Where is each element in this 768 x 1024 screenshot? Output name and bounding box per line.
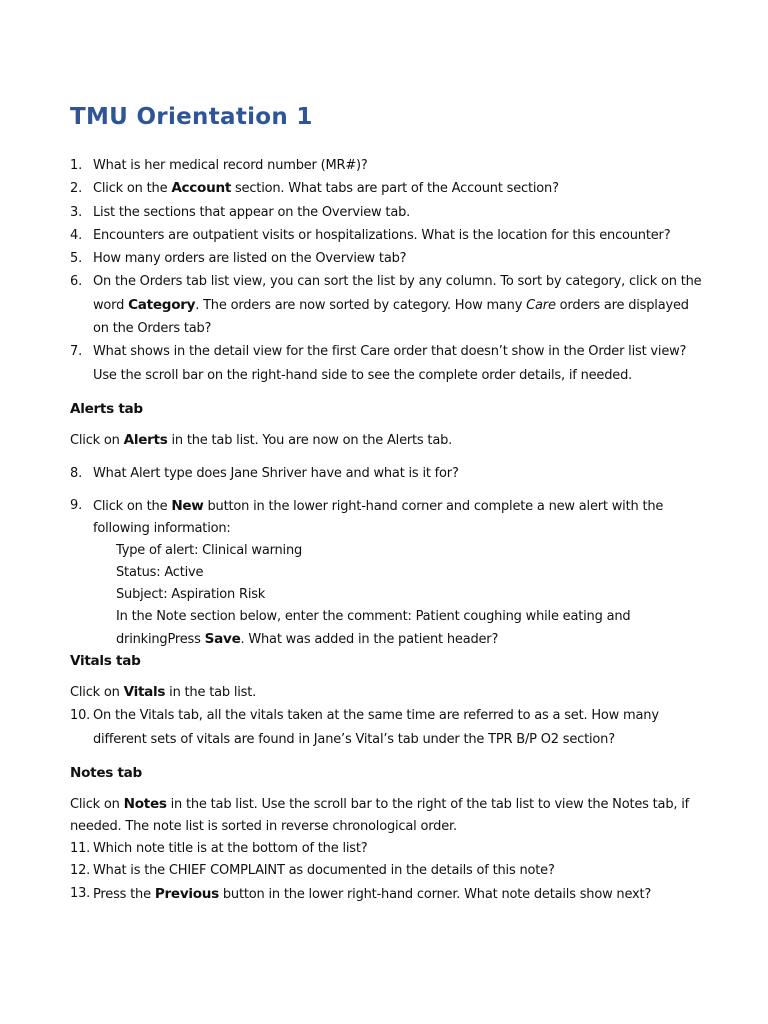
- question-number: 1.: [70, 158, 83, 173]
- keyword-account: Account: [171, 180, 232, 197]
- notes-heading: Notes tab: [70, 764, 142, 781]
- question-7: [70, 340, 708, 387]
- question-number: 7.: [70, 344, 83, 360]
- question-5: [70, 247, 708, 270]
- alert-subject-line: Subject: Aspiration Risk: [116, 587, 266, 603]
- question-13: [70, 883, 708, 907]
- question-text: Which note title is at the bottom of the list?: [93, 840, 368, 856]
- emphasis-care: Care: [526, 297, 556, 313]
- question-number: 5.: [70, 251, 83, 267]
- question-text: Click on the Account section. What tabs are part of the Account section?: [93, 180, 559, 197]
- question-11: [70, 838, 708, 861]
- keyword-new: New: [171, 498, 204, 515]
- question-text: List the sections that appear on the Overview tab.: [93, 204, 411, 220]
- question-3: [70, 201, 708, 224]
- question-number: 9.: [70, 498, 83, 514]
- question-text: What Alert type does Jane Shriver have and what is it for?: [93, 465, 459, 481]
- vitals-heading: Vitals tab: [70, 653, 141, 670]
- question-text: Click on the New button in the lower right-hand corner and complete a new alert with the following information:: [93, 498, 664, 537]
- question-12: [70, 860, 708, 883]
- question-number: 4.: [70, 227, 83, 243]
- question-text: How many orders are listed on the Overview tab?: [93, 251, 407, 267]
- keyword-notes: Notes: [123, 795, 167, 812]
- keyword-save: Save: [204, 631, 241, 648]
- question-6: [70, 270, 708, 340]
- question-9: [70, 495, 708, 540]
- vitals-intro: Click on Vitals in the tab list.: [70, 684, 257, 701]
- question-text: On the Vitals tab, all the vitals taken at the same time are referred to as a set. How many different sets of vitals are found in Jane’s Vital’s tab under the TPR B/P O2 section?: [93, 708, 659, 747]
- alerts-intro: Click on Alerts in the tab list. You are now on the Alerts tab.: [70, 431, 453, 448]
- question-text: Encounters are outpatient visits or hospitalizations. What is the location for this encounter?: [93, 227, 671, 243]
- notes-intro: Click on Notes in the tab list. Use the scroll bar to the right of the tab list to view the Notes tab, if needed. The note list is sorted in reverse chronological order.: [70, 795, 690, 834]
- question-4: [70, 224, 708, 247]
- alert-note-instruction: In the Note section below, enter the comment: Patient coughing while eating and drinkingPress Save. What was added in the patient header?: [116, 609, 631, 648]
- question-text: What shows in the detail view for the first Care order that doesn’t show in the Order list view? Use the scroll bar on the right-hand side to see the complete order details, if needed.: [93, 344, 687, 383]
- question-text: Press the Previous button in the lower right-hand corner. What note details show next?: [93, 885, 652, 902]
- keyword-previous: Previous: [154, 885, 219, 902]
- question-1: [70, 154, 708, 177]
- question-text: What is her medical record number (MR#)?: [93, 158, 368, 173]
- keyword-alerts: Alerts: [123, 431, 168, 448]
- question-number: 3.: [70, 204, 83, 220]
- question-number: 6.: [70, 274, 83, 290]
- question-10: [70, 704, 708, 751]
- question-number: 12.: [70, 863, 91, 879]
- question-8: [70, 462, 708, 485]
- keyword-vitals: Vitals: [123, 684, 166, 701]
- question-number: 10.: [70, 708, 91, 724]
- question-text: What is the CHIEF COMPLAINT as documented in the details of this note?: [93, 863, 555, 879]
- question-number: 8.: [70, 465, 83, 481]
- alert-status-line: Status: Active: [116, 565, 204, 581]
- question-number: 11.: [70, 840, 91, 856]
- question-number: 2.: [70, 181, 83, 197]
- alert-type-line: Type of alert: Clinical warning: [116, 543, 303, 559]
- question-number: 13.: [70, 885, 91, 901]
- question-2: [70, 177, 708, 200]
- keyword-category: Category: [128, 296, 196, 313]
- document-title: TMU Orientation 1: [70, 104, 313, 130]
- alerts-heading: Alerts tab: [70, 400, 143, 417]
- question-text: On the Orders tab list view, you can sort the list by any column. To sort by category, click on the word Category. The orders are now sorted by category. How many Care orders are displayed on the Orders tab?: [93, 274, 702, 337]
